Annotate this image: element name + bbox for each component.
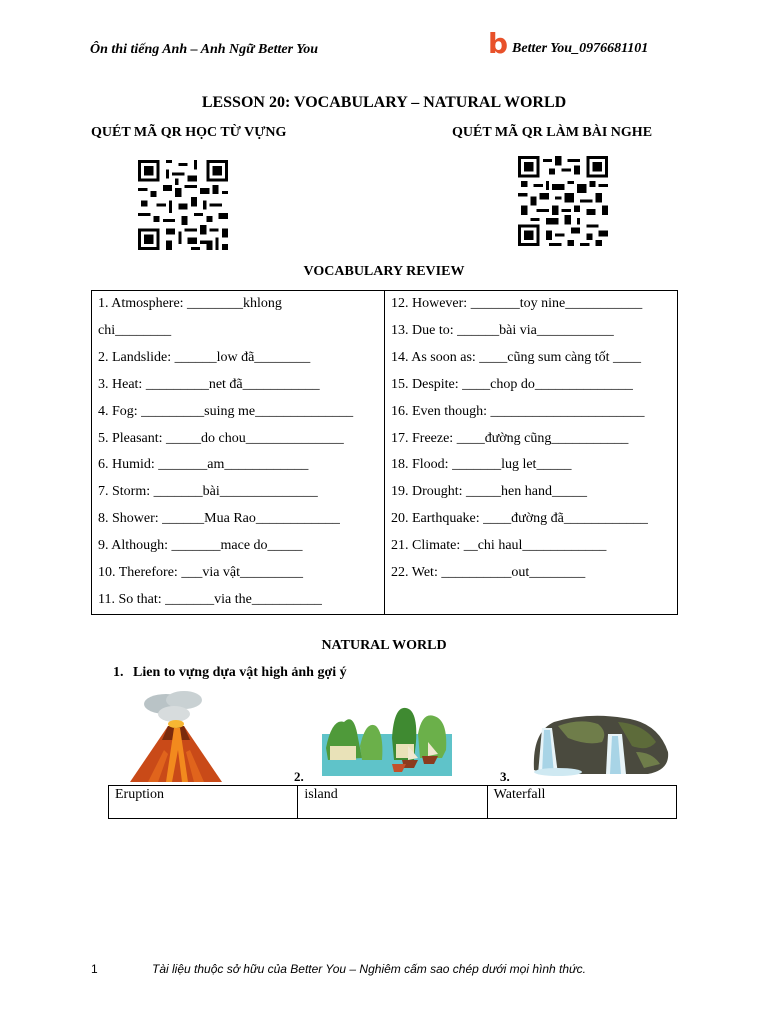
vocab-item: 9. Although: _______mace do_____ [98,538,303,554]
vocab-item: 1. Atmosphere: ________khlong [98,296,282,311]
vocab-right-column [385,291,678,615]
natural-world-heading: NATURAL WORLD [321,638,447,653]
vocab-item: 18. Flood: _______lug let_____ [391,457,572,473]
vocab-item: 19. Drought: _____hen hand_____ [391,484,587,500]
vocab-item: 17. Freeze: ____đường cũng___________ [391,430,629,446]
vocab-item: 3. Heat: _________net đã___________ [98,376,320,392]
vocab-item: 22. Wet: __________out________ [391,565,586,581]
picture-number-3: 3. [500,769,510,784]
header-right-text: Better You_0976681101 [512,41,649,56]
vocab-item: 15. Despite: ____chop do______________ [391,376,633,392]
vocab-review-heading: VOCABULARY REVIEW [303,264,465,279]
answer-cell-3: Waterfall [487,786,676,819]
answers-table [108,785,677,819]
page-title: LESSON 20: VOCABULARY – NATURAL WORLD [201,94,567,111]
vocab-item: 7. Storm: _______bài______________ [98,484,318,500]
header-left-text: Ôn thi tiếng Anh – Anh Ngữ Better You [90,42,319,57]
qr-right-label: QUÉT MÃ QR LÀM BÀI NGHE [452,125,653,140]
footer-copyright: Tài liệu thuộc sở hữu của Better You – Nghiêm cấm sao chép dưới mọi hình thức. [152,962,586,976]
vocab-item: chi________ [98,322,172,338]
qr-left-label: QUÉT MÃ QR HỌC TỪ VỰNG [91,125,287,140]
answer-cell-2: island [298,786,487,819]
vocab-item: 16. Even though: ______________________ [391,403,645,419]
vocab-item: 13. Due to: ______bài via___________ [391,322,614,338]
vocab-item: 10. Therefore: ___via vật_________ [98,565,304,581]
island-icon [322,698,452,776]
vocab-item: 6. Humid: _______am____________ [98,457,309,473]
brand-logo-icon: b [488,27,509,60]
waterfall-icon [528,712,672,776]
exercise-instruction-text: Lien to vựng dựa vật high ảnh gợi ý [133,665,347,680]
vocab-item: 4. Fog: _________suing me______________ [98,403,354,419]
vocab-item: 14. As soon as: ____cũng sum càng tốt ____ [391,349,642,365]
vocab-item: 12. However: _______toy nine___________ [391,296,643,311]
vocab-item: 21. Climate: __chi haul____________ [391,538,607,554]
qr-code-listening-icon [518,156,608,246]
vocab-item: 8. Shower: ______Mua Rao____________ [98,511,340,527]
volcano-icon [128,690,224,784]
vocab-left-column [92,291,385,615]
picture-number-2: 2. [294,769,304,784]
vocab-item: 11. So that: _______via the__________ [98,591,322,607]
vocab-table [91,290,678,615]
header-brand [488,27,649,60]
page-number: 1 [91,962,98,976]
exercise-number: 1. [113,665,124,680]
qr-code-vocab-icon [138,160,228,250]
vocab-item: 2. Landslide: ______low đã________ [98,349,311,365]
answer-cell-1: Eruption [109,786,298,819]
vocab-item: 5. Pleasant: _____do chou______________ [98,430,344,446]
exercise-instruction [113,665,347,681]
vocab-item: 20. Earthquake: ____đường đã____________ [391,511,648,527]
